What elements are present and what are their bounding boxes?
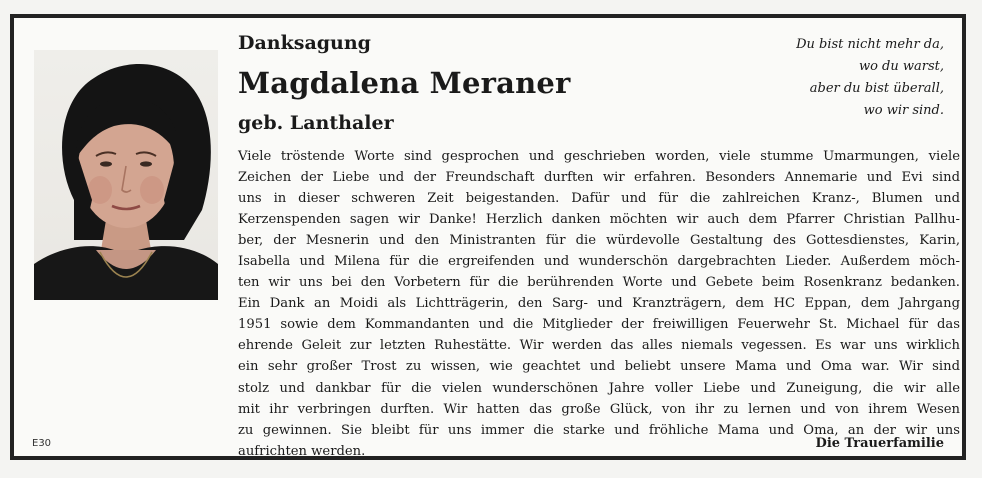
deceased-name: Magdalena Meraner — [238, 66, 571, 100]
poem-line: aber du bist überall, — [809, 81, 944, 96]
thank-you-text — [238, 146, 960, 462]
signature: Die Trauerfamilie — [815, 436, 944, 451]
portrait-photo — [34, 50, 218, 300]
text-line: uns in dieser schweren Zeit beigestanden. Dafür und für die zahlreichen Kranz-, Blumen und — [238, 191, 960, 207]
poem-line: Du bist nicht mehr da, — [796, 37, 944, 52]
text-line: Ein Dank an Moidi als Lichtträgerin, den Sarg- und Kranzträgern, dem HC Eppan, dem Jahrgang — [238, 296, 960, 312]
text-line: ein sehr großer Trost zu wissen, wie geachtet und beliebt unsere Mama und Oma war. Wir sind — [238, 359, 960, 375]
text-line: aufrichten werden. — [238, 443, 366, 459]
text-line: stolz und dankbar für die vielen wunderschönen Jahre voller Liebe und Zuneigung, die wir alle — [238, 380, 960, 396]
portrait-illustration — [34, 50, 218, 300]
maiden-name: geb. Lanthaler — [238, 112, 394, 134]
text-line: Kerzenspenden sagen wir Danke! Herzlich danken möchten wir auch dem Pfarrer Christian Pallhu- — [238, 212, 960, 228]
text-line: 1951 sowie dem Kommandanten und die Mitglieder der freiwilligen Feuerwehr St. Michael für das — [238, 317, 960, 333]
text-line: mit ihr verbringen durften. Wir hatten das große Glück, von ihr zu lernen und von ihrem Wesen — [238, 401, 960, 417]
poem-line: wo du warst, — [858, 59, 944, 74]
text-line: ehrende Geleit zur letzten Ruhestätte. Wir werden das alles niemals vegessen. Es war uns wirklich — [238, 338, 960, 354]
poem-line: wo wir sind. — [863, 103, 944, 118]
heading: Danksagung — [238, 32, 371, 54]
text-line: Viele tröstende Worte sind gesprochen und geschrieben worden, viele stumme Umarmungen, viele — [238, 149, 960, 164]
page-number: E30 — [32, 438, 52, 449]
text-line: zu gewinnen. Sie bleibt für uns immer die starke und fröhliche Mama und Oma, an der wir uns — [238, 422, 960, 438]
text-line: ten wir uns bei den Vorbetern für die berührenden Worte und Gebete beim Rosenkranz bedanken. — [238, 275, 960, 291]
text-line: Isabella und Milena für die ergreifenden und wunderschön dargebrachten Lieder. Außerdem möch- — [238, 254, 960, 270]
poem — [704, 34, 944, 122]
obituary-card — [10, 14, 966, 460]
text-line: Zeichen der Liebe und der Freundschaft durften wir erfahren. Besonders Annemarie und Evi sind — [238, 170, 960, 186]
text-line: ber, der Mesnerin und den Ministranten für die würdevolle Gestaltung des Gottesdienstes, Karin, — [238, 233, 960, 249]
